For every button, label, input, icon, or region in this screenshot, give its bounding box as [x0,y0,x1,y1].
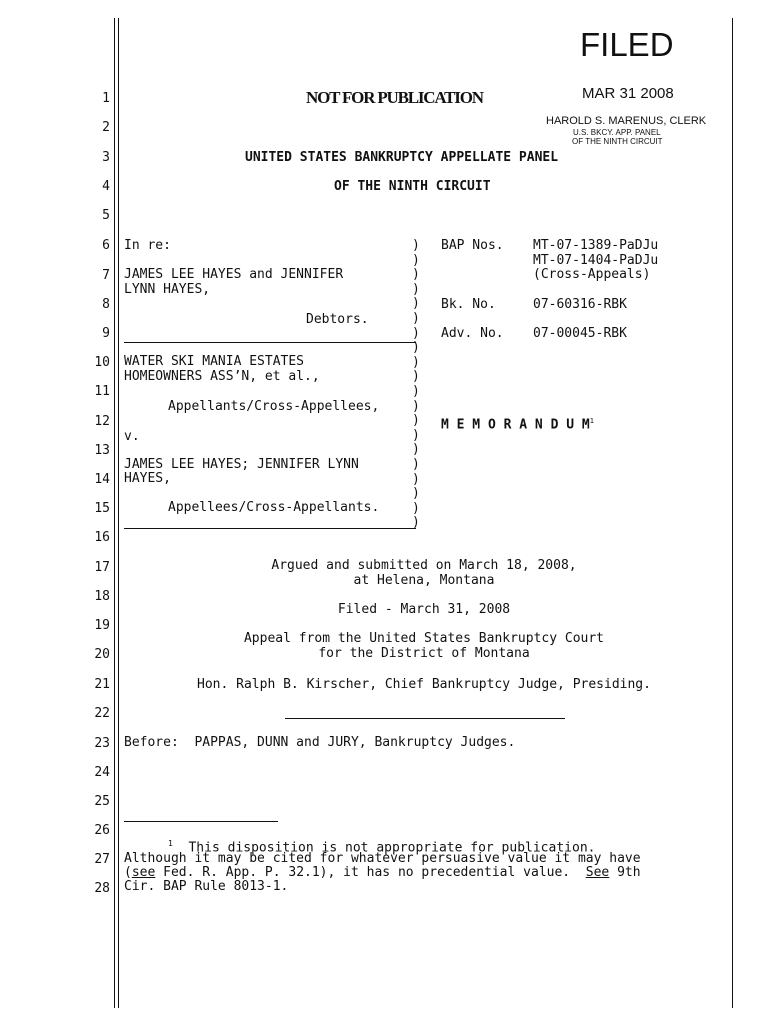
appellant-label: Appellants/Cross-Appellees, [168,399,380,414]
line-number: 13 [94,443,110,458]
bap-label: BAP Nos. [441,238,504,253]
memorandum-text: M E M O R A N D U M [441,417,590,433]
line-number: 28 [94,881,110,896]
line-number: 2 [102,120,110,135]
line-number: 3 [102,150,110,165]
line-number: 1 [102,91,110,106]
appellee-label: Appellees/Cross-Appellants. [168,500,380,515]
filed-stamp-circuit: OF THE NINTH CIRCUIT [572,137,663,146]
line-number: 16 [94,530,110,545]
line-number: 25 [94,794,110,809]
filed-stamp-panel: U.S. BKCY. APP. PANEL [573,128,661,137]
line-number: 27 [94,852,110,867]
section-divider [285,718,565,719]
line-number: 21 [94,677,110,692]
footnote-rule [124,821,278,822]
adv-number: 07-00045-RBK [533,326,627,341]
caption-divider-1 [124,342,416,343]
line-number: 19 [94,618,110,633]
debtors-name-line1: JAMES LEE HAYES and JENNIFER [124,267,344,282]
line-number: 10 [94,355,110,370]
bap-note: (Cross-Appeals) [533,267,651,282]
footnote-line3-middle: Fed. R. App. P. 32.1), it has no precedential value. [155,865,586,880]
left-margin-rule-outer [114,18,115,1008]
appeal-line1: Appeal from the United States Bankruptcy Court [243,631,605,646]
bap-number-2: MT-07-1404-PaDJu [533,253,659,268]
memorandum-title [441,414,594,432]
presiding-judge-line: Hon. Ralph B. Kirscher, Chief Bankruptcy Judge, Presiding. [197,677,651,692]
bk-label: Bk. No. [441,297,496,312]
footnote-paren: ( [124,865,132,880]
footnote-see-citation-2: See [585,865,610,880]
court-title-line2: OF THE NINTH CIRCUIT [334,179,491,194]
filed-stamp-date: MAR 31 2008 [582,85,674,102]
footnote-line3 [124,866,641,880]
adv-label: Adv. No. [441,326,504,341]
line-number: 9 [102,326,110,341]
bk-number: 07-60316-RBK [533,297,627,312]
footnote-line4: Cir. BAP Rule 8013-1. [124,879,289,894]
debtors-label: Debtors. [306,312,369,327]
line-number: 8 [102,297,110,312]
caption-versus: v. [124,429,140,444]
line-number: 11 [94,384,110,399]
line-number: 12 [94,414,110,429]
not-for-publication: NOT FOR PUBLICATION [306,88,483,107]
debtors-name-line2: LYNN HAYES, [124,282,211,297]
line-number: 24 [94,765,110,780]
footnote-mark: 1 [168,839,173,848]
appellant-name-line1: WATER SKI MANIA ESTATES [124,354,305,369]
line-number: 14 [94,472,110,487]
appellee-name-line2: HAYES, [124,471,171,486]
bap-number-1: MT-07-1389-PaDJu [533,238,659,253]
before-judges-line: Before: PAPPAS, DUNN and JURY, Bankruptcy Judges. [124,735,516,750]
filed-stamp-title: FILED [580,26,674,63]
right-margin-rule [732,18,733,1008]
court-title-line1: UNITED STATES BANKRUPTCY APPELLATE PANEL [245,150,559,165]
caption-paren-column: ) ) ) ) ) ) ) ) ) ) ) ) ) ) ) ) ) ) ) ) [412,238,420,531]
line-number: 5 [102,208,110,223]
line-number: 18 [94,589,110,604]
footnote-line2: Although it may be cited for whatever persuasive value it may have [124,851,641,866]
left-margin-rule-inner [118,18,119,1008]
caption-in-re: In re: [124,238,171,253]
appellant-name-line2: HOMEOWNERS ASS’N, et al., [124,369,320,384]
footnote-text-line1: This disposition is not appropriate for publication. [188,840,596,856]
line-number: 23 [94,736,110,751]
filed-stamp-clerk: HAROLD S. MARENUS, CLERK [546,115,707,127]
line-number: 7 [102,268,110,283]
argued-line2: at Helena, Montana [353,573,495,588]
line-number: 6 [102,238,110,253]
line-number: 4 [102,179,110,194]
appeal-line2: for the District of Montana [318,646,530,661]
line-number: 26 [94,823,110,838]
line-number: 22 [94,706,110,721]
caption-divider-2 [124,528,416,529]
footnote-line3-end: 9th [609,865,641,880]
memorandum-footnote-mark: 1 [589,417,594,425]
argued-line1: Argued and submitted on March 18, 2008, [271,558,577,573]
footnote-see-citation: see [131,865,156,880]
line-number: 20 [94,647,110,662]
line-number: 17 [94,560,110,575]
filed-date-line: Filed - March 31, 2008 [337,602,511,617]
appellee-name-line1: JAMES LEE HAYES; JENNIFER LYNN [124,457,359,472]
line-number: 15 [94,501,110,516]
